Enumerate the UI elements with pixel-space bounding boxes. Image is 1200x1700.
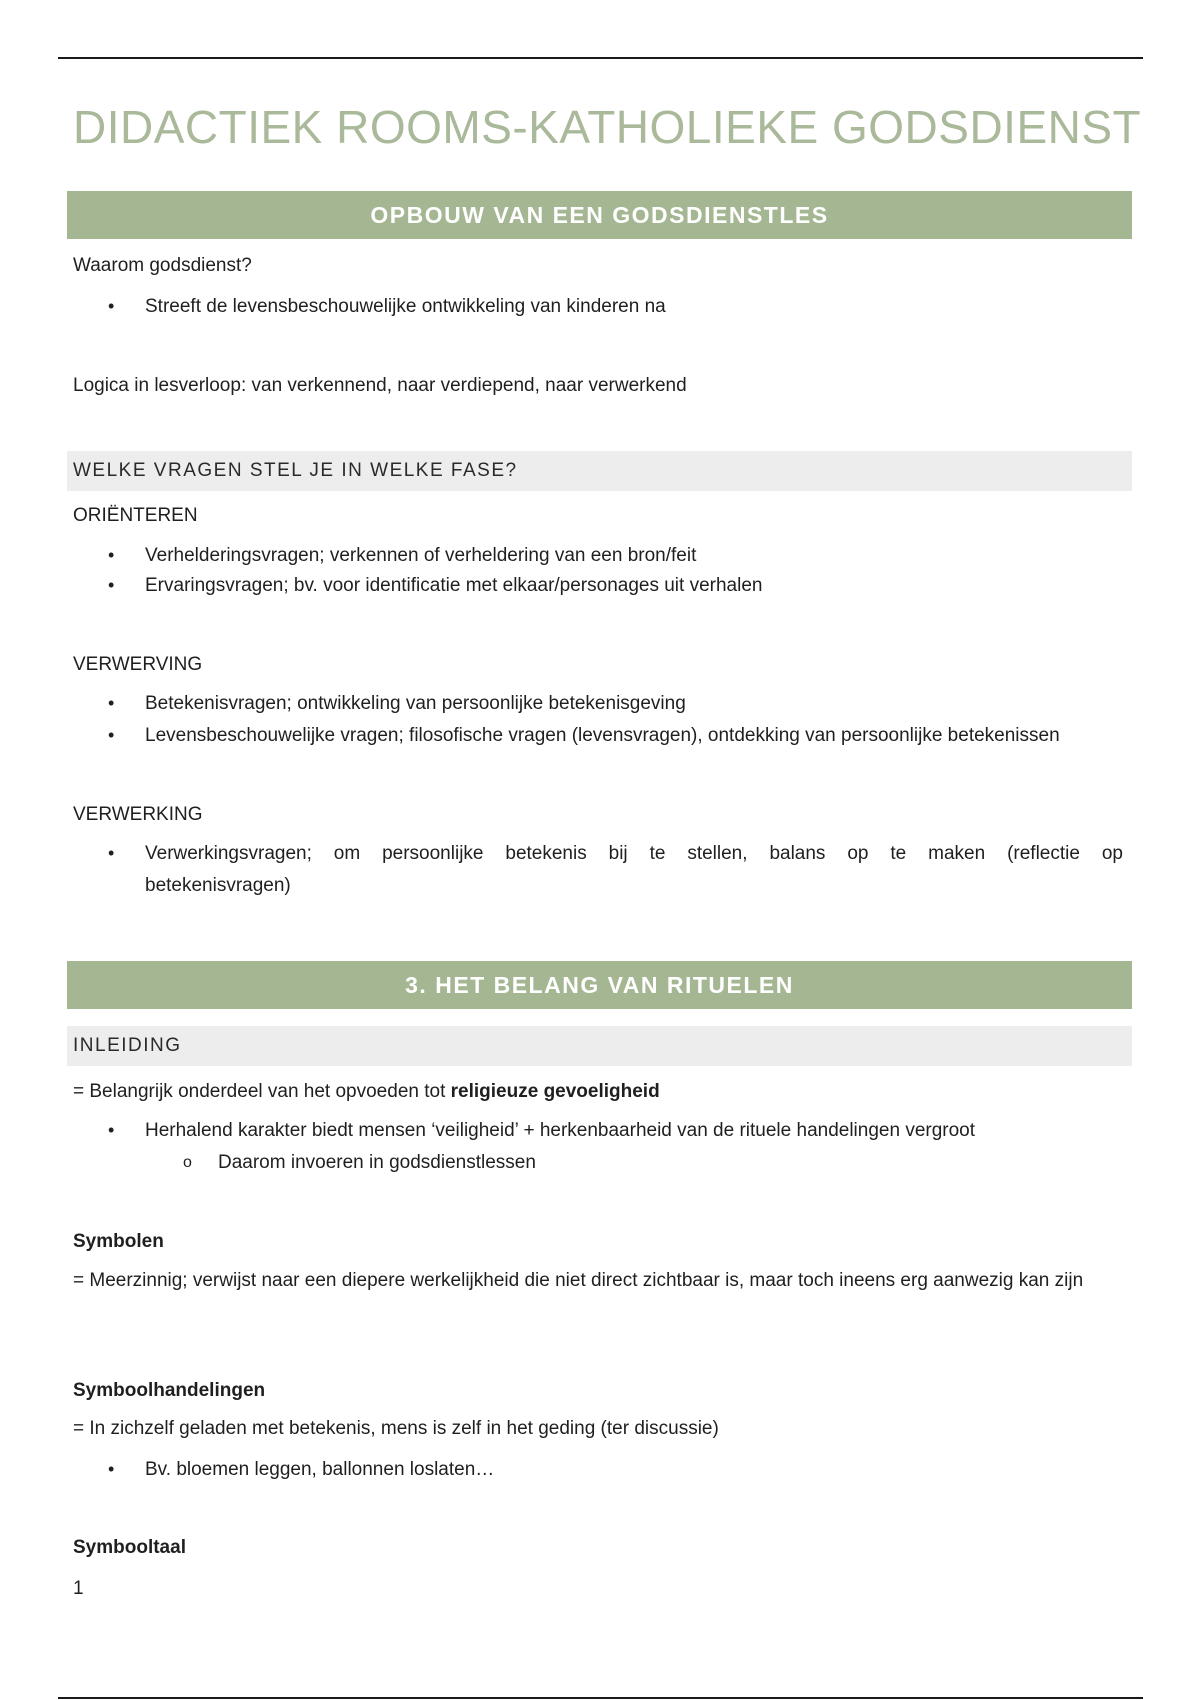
intro-bold: religieuze gevoeligheid bbox=[450, 1081, 660, 1102]
list-item: Verhelderingsvragen; verkennen of verheldering van een bron/feit bbox=[145, 545, 697, 566]
symbooltaal-heading: Symbooltaal bbox=[73, 1537, 186, 1558]
section-heading-opbouw: OPBOUW VAN EEN GODSDIENSTLES bbox=[67, 191, 1132, 239]
sub-list-item: Daarom invoeren in godsdienstlessen bbox=[218, 1152, 536, 1173]
bullet-icon: • bbox=[108, 575, 115, 595]
list-item: Streeft de levensbeschouwelijke ontwikkeling van kinderen na bbox=[145, 296, 666, 317]
phase-label-verwerking: VERWERKING bbox=[73, 804, 203, 825]
bullet-icon: • bbox=[108, 725, 115, 745]
sub-bullet-icon: o bbox=[183, 1154, 192, 1171]
symboolhandelingen-heading: Symboolhandelingen bbox=[73, 1380, 266, 1401]
symbolen-text: = Meerzinnig; verwijst naar een diepere werkelijkheid die niet direct zichtbaar is, maar toch ineens erg aanwezig kan zijn bbox=[73, 1270, 1084, 1291]
page-number: 1 bbox=[73, 1578, 84, 1599]
list-item: Bv. bloemen leggen, ballonnen loslaten… bbox=[145, 1459, 495, 1480]
list-item-line: betekenisvragen) bbox=[145, 875, 291, 896]
list-item: Levensbeschouwelijke vragen; filosofische vragen (levensvragen), ontdekking van persoonlijke betekenissen bbox=[145, 725, 1060, 746]
intro-text bbox=[73, 1081, 660, 1103]
question-waarom: Waarom godsdienst? bbox=[73, 255, 252, 276]
document-title: DIDACTIEK ROOMS-KATHOLIEKE GODSDIENST bbox=[73, 101, 1142, 153]
phase-label-orienteren: ORIËNTEREN bbox=[73, 505, 198, 526]
list-item: Ervaringsvragen; bv. voor identificatie met elkaar/personages uit verhalen bbox=[145, 575, 763, 596]
bullet-icon: • bbox=[108, 1120, 115, 1140]
list-item: Herhalend karakter biedt mensen ‘veiligheid’ + herkenbaarheid van de rituele handelingen vergroot bbox=[145, 1120, 976, 1141]
list-item: Betekenisvragen; ontwikkeling van persoonlijke betekenisgeving bbox=[145, 693, 686, 714]
bullet-icon: • bbox=[108, 296, 115, 316]
bullet-icon: • bbox=[108, 545, 115, 565]
subsection-heading-vragen: WELKE VRAGEN STEL JE IN WELKE FASE? bbox=[67, 451, 1132, 491]
phase-label-verwerving: VERWERVING bbox=[73, 654, 203, 675]
intro-prefix: = Belangrijk onderdeel van het opvoeden tot bbox=[73, 1081, 451, 1102]
symbolen-heading: Symbolen bbox=[73, 1231, 164, 1252]
list-item-line: Verwerkingsvragen; om persoonlijke betekenis bij te stellen, balans op te maken (reflectie op bbox=[145, 843, 1123, 864]
bullet-icon: • bbox=[108, 843, 115, 863]
top-rule bbox=[58, 57, 1143, 59]
bullet-icon: • bbox=[108, 693, 115, 713]
symboolhandelingen-text: = In zichzelf geladen met betekenis, mens is zelf in het geding (ter discussie) bbox=[73, 1418, 719, 1439]
section-heading-rituelen: 3. HET BELANG VAN RITUELEN bbox=[67, 961, 1132, 1009]
logic-text: Logica in lesverloop: van verkennend, naar verdiepend, naar verwerkend bbox=[73, 375, 687, 396]
bullet-icon: • bbox=[108, 1459, 115, 1479]
subsection-heading-inleiding: INLEIDING bbox=[67, 1026, 1132, 1066]
bottom-rule bbox=[58, 1697, 1143, 1699]
